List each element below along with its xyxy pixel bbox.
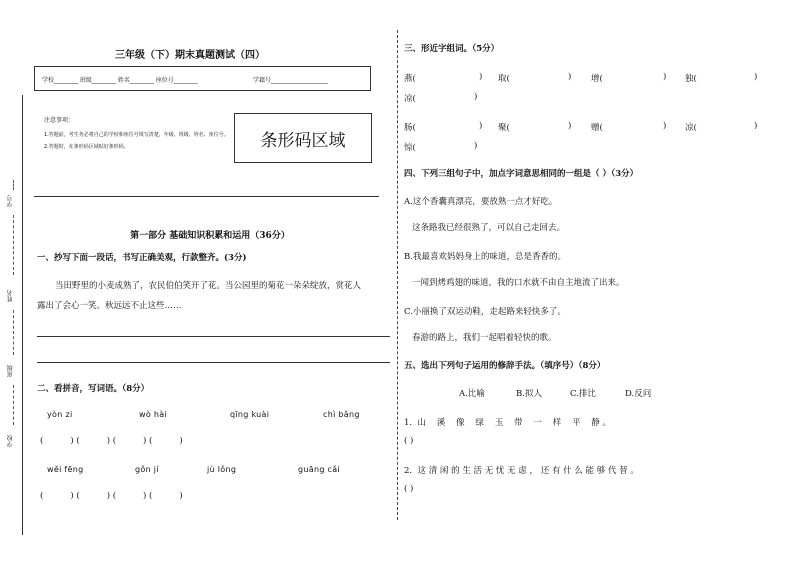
q1-text-line2: 露出了会心一笑。秋远远不止这些…… [37, 301, 182, 311]
q1-title: 一、抄写下面一段话，书写正确美观，行款整齐。(3分) [37, 253, 247, 263]
side-label-student-no: 学号 [7, 195, 14, 207]
q3-item-9: 凉( [685, 123, 697, 133]
page-title: 三年级（下）期末真题测试（四） [115, 50, 265, 61]
side-label-name: 姓名 [7, 290, 14, 302]
answer-brackets-row2[interactable]: ( ) ( ) ( ) ( ) [40, 491, 183, 501]
pinyin-2: wò hài [139, 410, 167, 419]
q5-option-b: B.拟人 [516, 389, 542, 399]
column-divider [397, 30, 398, 520]
q3-item-10: 惊( [404, 143, 416, 153]
notice-1: 1.答题前，考生务必将自己的学校和座位号填写清楚，年级、班级、姓名、座位号。 [44, 132, 229, 138]
pinyin-4: chì bǎng [323, 410, 360, 419]
q5-sentence-2: 2. 这 清 闲 的 生 活 无 忧 无 虑 ， 还 有 什 么 能 够 代 替 。 [404, 466, 639, 476]
answer-brackets-row1[interactable]: ( ) ( ) ( ) ( ) [40, 436, 183, 446]
q5-answer-2[interactable]: ( ) [404, 484, 414, 494]
q4-c1: C.小丽换了双运动鞋，走起路来轻快多了。 [404, 307, 566, 317]
writing-line-2[interactable] [37, 362, 390, 363]
header-divider [34, 196, 379, 197]
pinyin-5: wěi fēng [47, 465, 84, 474]
q3-item-8: 赠( [591, 123, 603, 133]
q3-close: ) [479, 121, 483, 131]
info-fields: 学校________ 班级________ 姓名________ 座位号________ [42, 77, 198, 84]
q3-close: ) [479, 72, 483, 82]
q3-close: ) [474, 141, 478, 151]
pinyin-3: qīng kuài [230, 410, 270, 419]
side-dash [13, 310, 14, 355]
q4-a2: 这条路我已经很熟了，可以自己走回去。 [412, 223, 566, 233]
side-dash [13, 180, 14, 190]
q3-close: ) [754, 72, 758, 82]
pinyin-1: yòn zi [47, 410, 73, 419]
q3-item-1: 燕( [404, 74, 416, 84]
q3-item-2: 取( [498, 74, 510, 84]
q5-answer-1[interactable]: ( ) [404, 436, 414, 446]
q3-item-6: 肠( [404, 123, 416, 133]
q5-option-a: A.比喻 [459, 389, 485, 399]
q4-title: 四、下列三组句子中，加点字词意思相同的一组是（ ）（3分） [404, 169, 639, 179]
q3-close: ) [754, 121, 758, 131]
q3-title: 三、形近字组词。（5分） [404, 44, 500, 54]
exam-number-field: 学籍号___________________ [253, 77, 329, 84]
side-label-school: 学校 [7, 435, 14, 447]
barcode-label: 条形码区域 [260, 130, 346, 151]
side-label-class: 班级 [7, 365, 14, 377]
barcode-area [234, 113, 372, 163]
q3-item-7: 聚( [498, 123, 510, 133]
q3-close: ) [663, 121, 667, 131]
q5-title: 五、选出下列句子运用的修辞手法。（填序号）（8分） [404, 361, 606, 371]
writing-line-1[interactable] [37, 336, 390, 337]
q4-a1: A.这个香囊真漂亮，要放熟一点才好吃。 [404, 197, 558, 207]
q3-item-4: 独( [685, 74, 697, 84]
part1-title: 第一部分 基础知识积累和运用（36分） [130, 231, 290, 241]
q5-sentence-1: 1. 山 溪 像 绿 玉 带 一 样 平 静 。 [404, 418, 611, 428]
q5-option-c: C.排比 [570, 389, 596, 399]
q4-b1: B.我最喜欢妈妈身上的味道，总是香香的。 [404, 252, 566, 262]
notice-2: 2.答题时，在条形码区域贴好条形码。 [44, 144, 129, 150]
side-dash [13, 385, 14, 425]
q5-option-d: D.反问 [625, 389, 652, 399]
q1-text-line1: 当田野里的小麦成熟了，农民伯伯笑开了花。当公园里的菊花一朵朵绽放，赏花人 [55, 281, 362, 291]
binding-line [22, 95, 23, 535]
pinyin-6: gǒn jí [135, 465, 159, 474]
q3-close: ) [568, 72, 572, 82]
q3-item-3: 增( [591, 74, 603, 84]
q4-b2: 一闻到烤鸡翅的味道，我的口水就不由自主地流了出来。 [412, 278, 625, 288]
side-dash [13, 215, 14, 275]
q3-close: ) [568, 121, 572, 131]
q3-close: ) [663, 72, 667, 82]
notice-title: 注意事项： [44, 117, 75, 124]
pinyin-7: jù lǒng [207, 465, 237, 474]
q3-close: ) [474, 92, 478, 102]
q4-c2: 春游的路上，我们一起唱着轻快的歌。 [412, 333, 557, 343]
q3-item-5: 凉( [404, 94, 416, 104]
pinyin-8: guāng cǎi [298, 465, 340, 474]
q2-title: 二、看拼音，写词语。（8分） [37, 384, 150, 394]
